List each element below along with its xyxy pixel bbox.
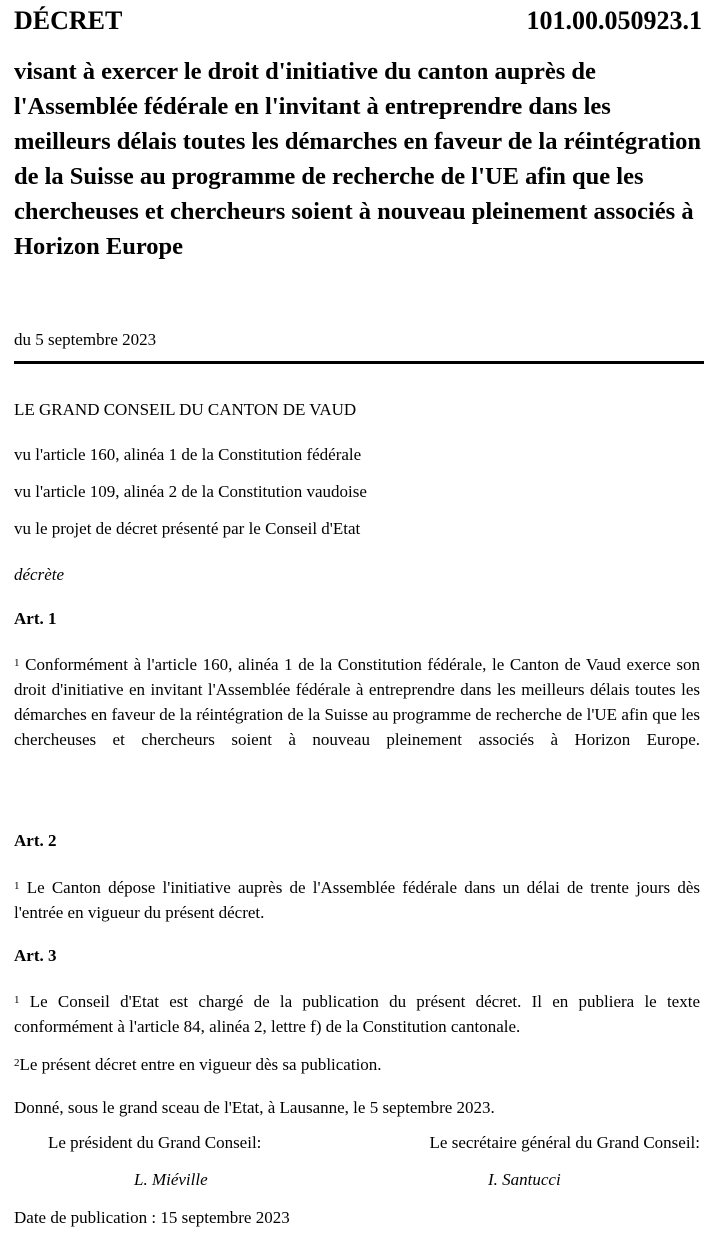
consideration-2: vu l'article 109, alinéa 2 de la Constitution vaudoise [14, 482, 367, 501]
article-2-heading: Art. 2 [14, 831, 57, 850]
document-type: DÉCRET [14, 6, 123, 35]
president-label: Le président du Grand Conseil: [48, 1133, 262, 1152]
article-1-heading: Art. 1 [14, 609, 57, 628]
document-number: 101.00.050923.1 [526, 6, 702, 35]
decree-title: visant à exercer le droit d'initiative du canton auprès de l'Assemblée fédérale en l'invitant à entreprendre dans les meilleurs délais toutes les démarches en faveur de la réintégration de la Suisse au programme de recherche de l'UE afin que les chercheuses et chercheurs soient à nouveau pleinement associés à Horizon Europe [14, 58, 702, 260]
consideration-3: vu le projet de décret présenté par le Conseil d'Etat [14, 519, 361, 538]
paragraph-text: Le Conseil d'Etat est chargé de la publication du présent décret. Il en publiera le texte conformément à l'article 84, alinéa 2, lettre f) de la Constitution cantonale. [14, 992, 700, 1036]
secretary-name: I. Santucci [488, 1170, 561, 1189]
header-divider [14, 361, 704, 364]
paragraph-text: Le présent décret entre en vigueur dès sa publication. [19, 1055, 382, 1074]
president-name: L. Miéville [134, 1170, 208, 1189]
authority-line: LE GRAND CONSEIL DU CANTON DE VAUD [14, 400, 357, 419]
article-3-heading: Art. 3 [14, 946, 57, 965]
paragraph-number: 2 [14, 1057, 20, 1069]
decree-date: du 5 septembre 2023 [14, 330, 157, 349]
secretary-label: Le secrétaire général du Grand Conseil: [429, 1133, 700, 1152]
article-3-paragraph-2 [14, 1052, 700, 1077]
paragraph-text: Le Canton dépose l'initiative auprès de l'Assemblée fédérale dans un délai de trente jours dès l'entrée en vigueur du présent décret. [14, 878, 700, 922]
closing-formula: Donné, sous le grand sceau de l'Etat, à Lausanne, le 5 septembre 2023. [14, 1098, 495, 1117]
document-header [14, 6, 702, 42]
decrees-word: décrète [14, 565, 65, 584]
paragraph-number: 1 [14, 994, 20, 1006]
article-1-paragraph-1 [14, 652, 700, 752]
article-2-paragraph-1 [14, 875, 700, 925]
paragraph-number: 1 [14, 657, 20, 669]
article-3-paragraph-1 [14, 989, 700, 1039]
paragraph-number: 1 [14, 880, 20, 892]
paragraph-text: Conformément à l'article 160, alinéa 1 de la Constitution fédérale, le Canton de Vaud exerce son droit d'initiative en invitant l'Assemblée fédérale à entreprendre dans les meilleurs délais toutes les démarches en faveur de la réintégration de la Suisse au programme de recherche de l'UE afin que les chercheuses et chercheurs soient à nouveau pleinement associés à Horizon Europe. [14, 655, 700, 749]
consideration-1: vu l'article 160, alinéa 1 de la Constitution fédérale [14, 445, 362, 464]
publication-date: Date de publication : 15 septembre 2023 [14, 1208, 290, 1227]
